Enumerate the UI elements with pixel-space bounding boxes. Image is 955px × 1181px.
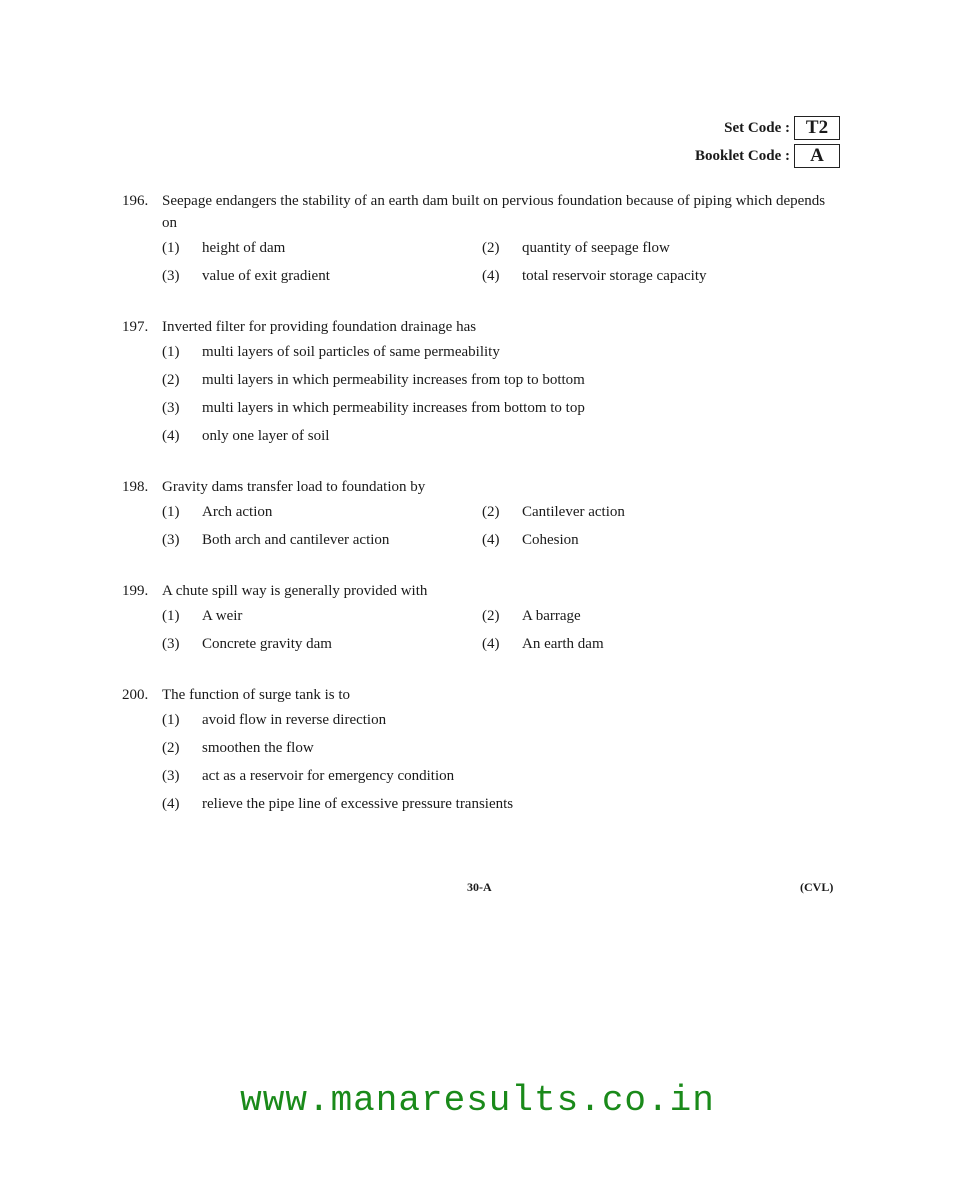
question-200: [122, 684, 842, 818]
option-number: (4): [162, 428, 180, 444]
subject-code: (CVL): [800, 880, 834, 894]
option-number: (2): [162, 372, 180, 388]
option-text: Concrete gravity dam: [202, 636, 332, 652]
question-199: [122, 580, 842, 658]
question-number: 196.: [122, 193, 149, 209]
option-text: relieve the pipe line of excessive pressure transients: [202, 796, 514, 812]
option-number: (3): [162, 532, 180, 548]
booklet-code-box: A: [794, 144, 840, 168]
option-number: (1): [162, 712, 180, 728]
option-1: [162, 498, 482, 526]
option-3: [162, 762, 454, 790]
question-text: A chute spill way is generally provided with: [162, 583, 428, 599]
question-198: [122, 476, 842, 554]
option-text: avoid flow in reverse direction: [202, 712, 387, 728]
watermark-link[interactable]: www.manaresults.co.in: [240, 1080, 715, 1121]
option-text: multi layers of soil particles of same permeability: [202, 344, 500, 360]
question-number: 198.: [122, 479, 149, 495]
option-4: [482, 262, 802, 290]
option-number: (3): [162, 636, 180, 652]
option-number: (1): [162, 240, 180, 256]
option-text: A weir: [202, 608, 243, 624]
option-text: act as a reservoir for emergency condition: [202, 768, 455, 784]
option-text: Both arch and cantilever action: [202, 532, 390, 548]
option-number: (4): [482, 636, 500, 652]
question-text: Gravity dams transfer load to foundation by: [162, 479, 426, 495]
option-text: value of exit gradient: [202, 268, 330, 284]
code-block: [695, 114, 840, 170]
option-text: smoothen the flow: [202, 740, 314, 756]
option-2: [162, 366, 585, 394]
question-number: 199.: [122, 583, 149, 599]
option-number: (3): [162, 400, 180, 416]
option-text: multi layers in which permeability increases from top to bottom: [202, 372, 585, 388]
option-3: [162, 262, 482, 290]
option-number: (1): [162, 504, 180, 520]
option-2: [482, 602, 802, 630]
set-code-row: [695, 114, 840, 142]
option-2: [482, 234, 802, 262]
option-4: [162, 790, 513, 818]
option-1: [162, 706, 386, 734]
option-4: [482, 526, 802, 554]
option-text: Cantilever action: [522, 504, 625, 520]
option-3: [162, 526, 482, 554]
set-code-box: T2: [794, 116, 840, 140]
option-text: only one layer of soil: [202, 428, 330, 444]
option-number: (2): [482, 608, 500, 624]
option-number: (4): [482, 268, 500, 284]
question-number: 200.: [122, 687, 149, 703]
option-number: (1): [162, 344, 180, 360]
option-number: (1): [162, 608, 180, 624]
option-text: height of dam: [202, 240, 286, 256]
question-196: [122, 190, 842, 290]
page-number: 30-A: [467, 880, 492, 894]
option-text: multi layers in which permeability increases from bottom to top: [202, 400, 585, 416]
option-number: (2): [162, 740, 180, 756]
question-list: [122, 190, 842, 844]
question-number: 197.: [122, 319, 149, 335]
option-number: (4): [162, 796, 180, 812]
booklet-code-label: Booklet Code :: [695, 147, 790, 164]
option-3: [162, 394, 585, 422]
option-number: (3): [162, 268, 180, 284]
option-1: [162, 602, 482, 630]
option-1: [162, 338, 500, 366]
question-text: Seepage endangers the stability of an earth dam built on pervious foundation because of piping which depends on: [162, 193, 826, 231]
option-2: [482, 498, 802, 526]
option-number: (2): [482, 504, 500, 520]
option-text: Cohesion: [522, 532, 579, 548]
set-code-label: Set Code :: [724, 119, 790, 136]
question-text: The function of surge tank is to: [162, 687, 351, 703]
option-2: [162, 734, 314, 762]
option-text: total reservoir storage capacity: [522, 268, 707, 284]
option-3: [162, 630, 482, 658]
question-text: Inverted filter for providing foundation drainage has: [162, 319, 477, 335]
option-text: quantity of seepage flow: [522, 240, 670, 256]
option-4: [482, 630, 802, 658]
option-text: Arch action: [202, 504, 273, 520]
option-text: A barrage: [522, 608, 581, 624]
booklet-code-row: [695, 142, 840, 170]
option-1: [162, 234, 482, 262]
option-number: (4): [482, 532, 500, 548]
option-text: An earth dam: [522, 636, 604, 652]
option-number: (3): [162, 768, 180, 784]
option-4: [162, 422, 329, 450]
option-number: (2): [482, 240, 500, 256]
question-197: [122, 316, 842, 450]
